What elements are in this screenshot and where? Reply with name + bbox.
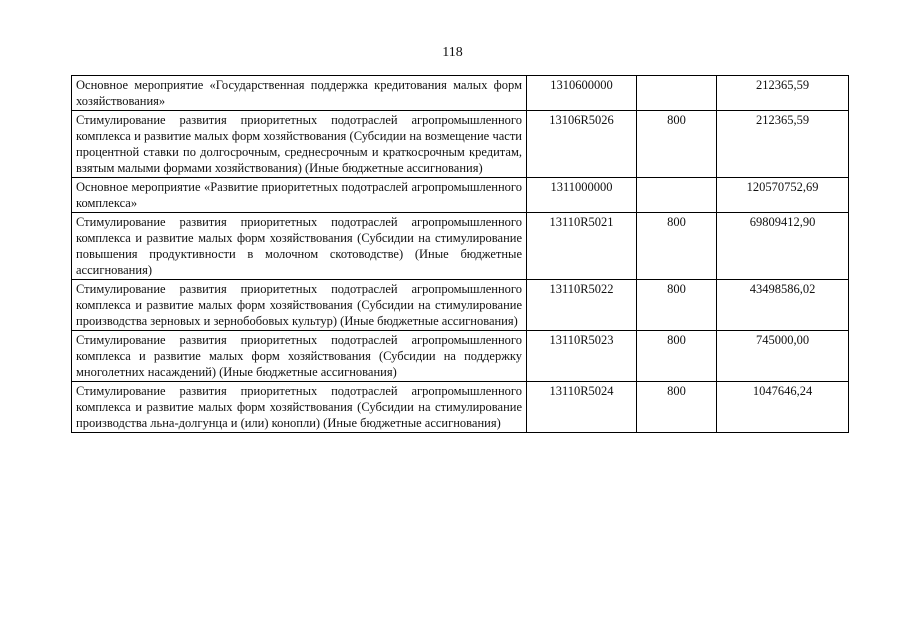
row-code: 13106R5026 <box>527 111 637 178</box>
row-type: 800 <box>637 331 717 382</box>
row-name: Стимулирование развития приоритетных подотраслей агропромышленного комплекса и развитие малых форм хозяйствования (Субсидии на стимулирование производства льна-долгунца и (или) конопли) (Иные бюджетные ассигнования) <box>72 382 527 433</box>
row-code: 13110R5022 <box>527 280 637 331</box>
row-code: 13110R5023 <box>527 331 637 382</box>
row-name: Основное мероприятие «Государственная поддержка кредитования малых форм хозяйствования» <box>72 76 527 111</box>
table-row <box>72 178 849 213</box>
row-type: 800 <box>637 382 717 433</box>
row-code: 1310600000 <box>527 76 637 111</box>
row-name: Основное мероприятие «Развитие приоритетных подотраслей агропромышленного комплекса» <box>72 178 527 213</box>
table-row <box>72 76 849 111</box>
row-amount: 745000,00 <box>717 331 849 382</box>
row-type: 800 <box>637 213 717 280</box>
budget-table <box>71 75 849 433</box>
row-amount: 69809412,90 <box>717 213 849 280</box>
table-row <box>72 111 849 178</box>
row-code: 1311000000 <box>527 178 637 213</box>
row-name: Стимулирование развития приоритетных подотраслей агропромышленного комплекса и развитие малых форм хозяйствования (Субсидии на поддержку многолетних насаждений) (Иные бюджетные ассигнования) <box>72 331 527 382</box>
row-amount: 212365,59 <box>717 111 849 178</box>
row-name: Стимулирование развития приоритетных подотраслей агропромышленного комплекса и развитие малых форм хозяйствования (Субсидии на возмещение части процентной ставки по долгосрочным, среднесрочным и краткосрочным кредитам, взятым малыми формами хозяйствования) (Иные бюджетные ассигнования) <box>72 111 527 178</box>
row-amount: 212365,59 <box>717 76 849 111</box>
row-type <box>637 178 717 213</box>
row-name: Стимулирование развития приоритетных подотраслей агропромышленного комплекса и развитие малых форм хозяйствования (Субсидии на стимулирование повышения продуктивности в молочном скотоводстве) (Иные бюджетные ассигнования) <box>72 213 527 280</box>
row-name: Стимулирование развития приоритетных подотраслей агропромышленного комплекса и развитие малых форм хозяйствования (Субсидии на стимулирование производства зерновых и зернобобовых культур) (Иные бюджетные ассигнования) <box>72 280 527 331</box>
table-row <box>72 331 849 382</box>
table-row <box>72 382 849 433</box>
row-type: 800 <box>637 111 717 178</box>
row-type: 800 <box>637 280 717 331</box>
row-amount: 1047646,24 <box>717 382 849 433</box>
row-amount: 120570752,69 <box>717 178 849 213</box>
row-type <box>637 76 717 111</box>
row-code: 13110R5024 <box>527 382 637 433</box>
row-code: 13110R5021 <box>527 213 637 280</box>
table-row <box>72 213 849 280</box>
page-number: 118 <box>442 45 463 60</box>
table-row <box>72 280 849 331</box>
row-amount: 43498586,02 <box>717 280 849 331</box>
